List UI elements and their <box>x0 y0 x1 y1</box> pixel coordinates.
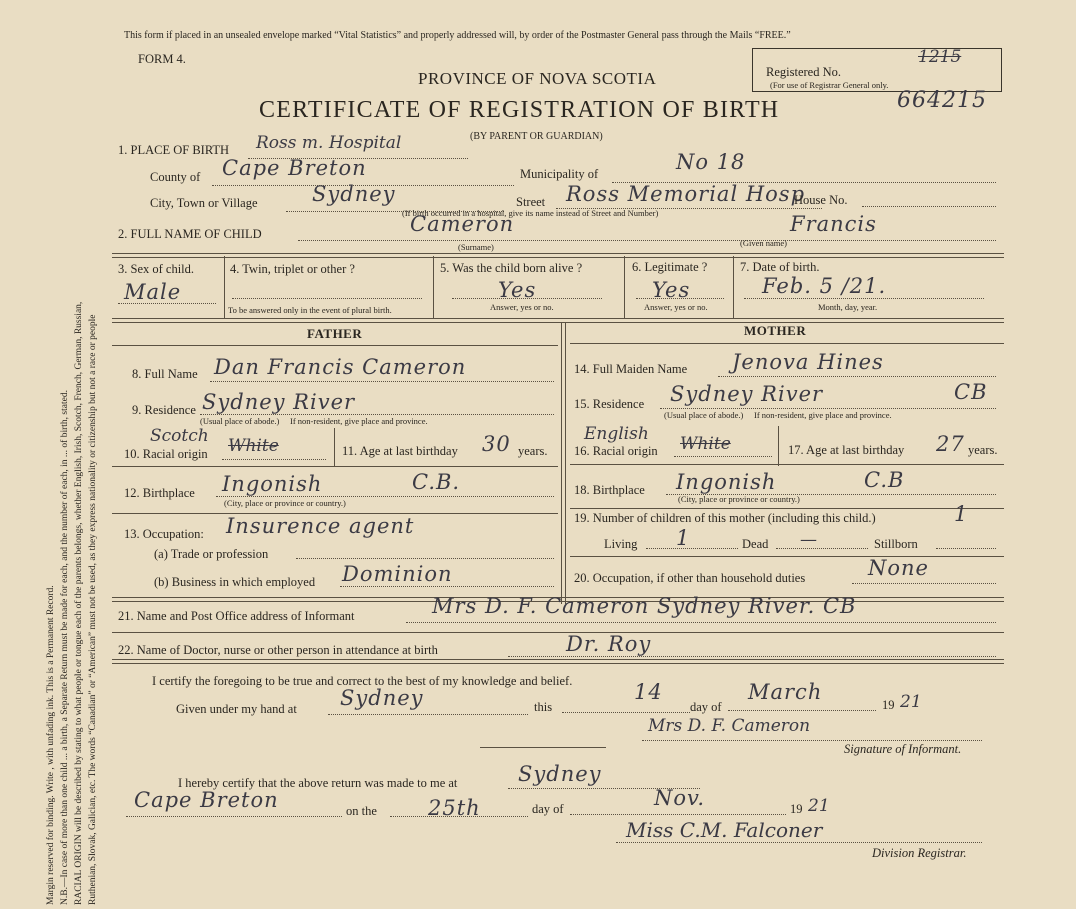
margin-line-3: RACIAL ORIGIN will be described by stating to what people or tongue each of the parents belongs, whether English, Irish, Scotch, French, German, Russian, <box>74 301 84 905</box>
label-sex: 3. Sex of child. <box>118 262 195 276</box>
page-title: CERTIFICATE OF REGISTRATION OF BIRTH <box>259 97 780 123</box>
value-mother-racial: White <box>680 434 731 454</box>
value-county: Cape Breton <box>222 156 367 180</box>
informant-signature: Mrs D. F. Cameron <box>648 716 811 736</box>
province-heading: PROVINCE OF NOVA SCOTIA <box>418 69 657 88</box>
label-informant: 21. Name and Post Office address of Informant <box>118 609 355 623</box>
legit-hint: Answer, yes or no. <box>644 302 708 312</box>
margin-line-4: Ruthenian, Slovak, Galician, etc. The words “Canadian” or “American” must not be used, as they express nationality or citizenship but not a race or people <box>88 314 98 905</box>
label-father-residence: 9. Residence <box>132 403 196 417</box>
father-nonres-hint: If non-resident, give place and province. <box>290 416 428 426</box>
label-legitimate: 6. Legitimate ? <box>632 260 708 274</box>
label-division-registrar: Division Registrar. <box>872 846 967 860</box>
value-father-racial: White <box>228 436 279 456</box>
value-date-of-birth: Feb. 5 /21. <box>762 274 887 298</box>
label-city: City, Town or Village <box>150 196 258 210</box>
value-mother-children: 1 <box>954 502 969 526</box>
value-informant: Mrs D. F. Cameron Sydney River. CB <box>432 594 857 618</box>
label-trade: (a) Trade or profession <box>154 547 269 561</box>
label-father-name: 8. Full Name <box>132 367 198 381</box>
value-given-at: Sydney <box>340 686 424 710</box>
value-registered-month: Nov. <box>654 786 706 810</box>
label-municipality: Municipality of <box>520 167 599 181</box>
label-dead: Dead <box>742 537 769 551</box>
label-on-the: on the <box>346 804 377 818</box>
value-surname: Cameron <box>410 212 515 236</box>
value-father-residence: Sydney River <box>202 390 356 414</box>
value-street: Ross Memorial Hosp <box>566 182 806 206</box>
mother-years-label: years. <box>968 443 998 457</box>
label-doctor: 22. Name of Doctor, nurse or other person in attendance at birth <box>118 643 438 657</box>
label-born-alive: 5. Was the child born alive ? <box>440 261 583 275</box>
value-mother-birthplace: Ingonish <box>676 470 777 494</box>
value-born-alive: Yes <box>498 278 537 302</box>
registered-number-label: Registered No. <box>766 65 841 79</box>
margin-line-1: Margin reserved for binding. Write , with unfading ink. This is a Permanent Record. <box>46 585 56 905</box>
label-business: (b) Business in which employed <box>154 575 316 589</box>
binding-margin <box>0 0 112 909</box>
registered-number-value: 664215 <box>897 88 987 113</box>
value-mother-birthplace-province: C.B <box>864 468 905 492</box>
label-given-under: Given under my hand at <box>176 702 297 716</box>
label-reg-year-prefix: 19 <box>790 802 803 816</box>
label-father-age: 11. Age at last birthday <box>342 444 458 458</box>
label-county: County of <box>150 170 201 184</box>
value-father-name: Dan Francis Cameron <box>214 355 467 379</box>
label-mother-children: 19. Number of children of this mother (including this child.) <box>574 511 876 525</box>
mother-abode-hint: (Usual place of abode.) <box>664 410 744 420</box>
value-city: Sydney <box>312 182 396 206</box>
alive-hint: Answer, yes or no. <box>490 302 554 312</box>
label-mother-name: 14. Full Maiden Name <box>574 362 688 376</box>
label-signature-informant: Signature of Informant. <box>844 742 962 756</box>
value-mother-name: Jenova Hines <box>732 350 884 374</box>
label-living: Living <box>604 537 638 551</box>
value-sex: Male <box>124 280 182 304</box>
label-mother-occupation: 20. Occupation, if other than household duties <box>574 571 806 585</box>
label-date-of-birth: 7. Date of birth. <box>740 260 820 274</box>
value-father-business: Dominion <box>342 562 453 586</box>
registrar-signature: Miss C.M. Falconer <box>626 818 823 842</box>
registered-number-hint: (For use of Registrar General only. <box>770 80 889 90</box>
label-place-of-birth: 1. PLACE OF BIRTH <box>118 143 230 157</box>
value-father-birthplace: Ingonish <box>222 472 323 496</box>
label-year-prefix: 19 <box>882 698 895 712</box>
label-hereby-certify: I hereby certify that the above return was made to me at <box>178 776 458 790</box>
value-father-age: 30 <box>482 432 511 456</box>
value-given-day: 14 <box>634 680 663 704</box>
value-father-birthplace-province: C.B. <box>412 470 461 494</box>
mother-heading: MOTHER <box>744 323 807 338</box>
value-father-occupation: Insurence agent <box>226 514 415 538</box>
label-mother-racial: 16. Racial origin <box>574 444 658 458</box>
value-living: 1 <box>676 526 691 550</box>
given-name-hint: (Given name) <box>740 238 787 248</box>
value-registered-at: Sydney <box>518 762 602 786</box>
father-birthplace-hint: (City, place or province or country.) <box>224 498 346 508</box>
date-hint: Month, day, year. <box>818 302 878 312</box>
value-doctor: Dr. Roy <box>566 632 652 656</box>
value-place-of-birth: Ross m. Hospital <box>256 133 402 153</box>
father-abode-hint: (Usual place of abode.) <box>200 416 280 426</box>
label-father-occupation: 13. Occupation: <box>124 527 204 541</box>
registered-number-crossed: 1215 <box>918 47 962 67</box>
postal-notice: This form if placed in an unsealed envelope marked “Vital Statistics” and properly addressed will, by order of the Postmaster General pass through the Mails “FREE.” <box>124 30 791 41</box>
by-parent-note: (BY PARENT OR GUARDIAN) <box>470 131 603 142</box>
mother-nonres-hint: If non-resident, give place and province. <box>754 410 892 420</box>
label-father-racial: 10. Racial origin <box>124 447 208 461</box>
certify-statement: I certify the foregoing to be true and correct to the best of my knowledge and belief. <box>152 674 573 688</box>
label-street: Street <box>516 195 546 209</box>
label-father-birthplace: 12. Birthplace <box>124 486 195 500</box>
father-years-label: years. <box>518 444 548 458</box>
father-heading: FATHER <box>307 326 363 341</box>
label-full-name-child: 2. FULL NAME OF CHILD <box>118 227 262 241</box>
value-mother-residence-province: CB <box>954 380 988 404</box>
label-mother-birthplace: 18. Birthplace <box>574 483 645 497</box>
label-day-of: day of <box>690 700 722 714</box>
value-dead: — <box>800 530 817 550</box>
twin-note: To be answered only in the event of plural birth. <box>228 305 392 315</box>
value-registered-day: 25th <box>428 796 481 820</box>
label-this: this <box>534 700 553 714</box>
hospital-note: (If birth occurred in a hospital, give its name instead of Street and Number) <box>402 208 659 218</box>
value-registered-county: Cape Breton <box>134 788 279 812</box>
value-registered-year: 21 <box>808 796 830 816</box>
label-twin: 4. Twin, triplet or other ? <box>230 262 355 276</box>
value-given-year: 21 <box>900 692 922 712</box>
surname-hint: (Surname) <box>458 242 494 252</box>
label-mother-residence: 15. Residence <box>574 397 645 411</box>
value-municipality: No 18 <box>676 150 746 174</box>
margin-line-2: N.B.—In case of more than one child ... a birth, a Separate Return must be made for each, and the number of each, in ... of birth, stated. <box>60 390 70 905</box>
label-stillborn: Stillborn <box>874 537 918 551</box>
label-mother-age: 17. Age at last birthday <box>788 443 905 457</box>
value-mother-age: 27 <box>936 432 965 456</box>
value-legitimate: Yes <box>652 278 691 302</box>
label-house-no: House No. <box>794 193 848 207</box>
value-mother-occupation: None <box>868 556 929 580</box>
value-mother-residence: Sydney River <box>670 382 824 406</box>
value-mother-racial-note: English <box>584 424 649 444</box>
form-number: FORM 4. <box>138 52 186 66</box>
value-given-month: March <box>748 680 823 704</box>
value-given-name: Francis <box>790 212 877 236</box>
value-father-racial-note: Scotch <box>150 426 209 446</box>
mother-birthplace-hint: (City, place or province or country.) <box>678 494 800 504</box>
label-reg-day-of: day of <box>532 802 564 816</box>
